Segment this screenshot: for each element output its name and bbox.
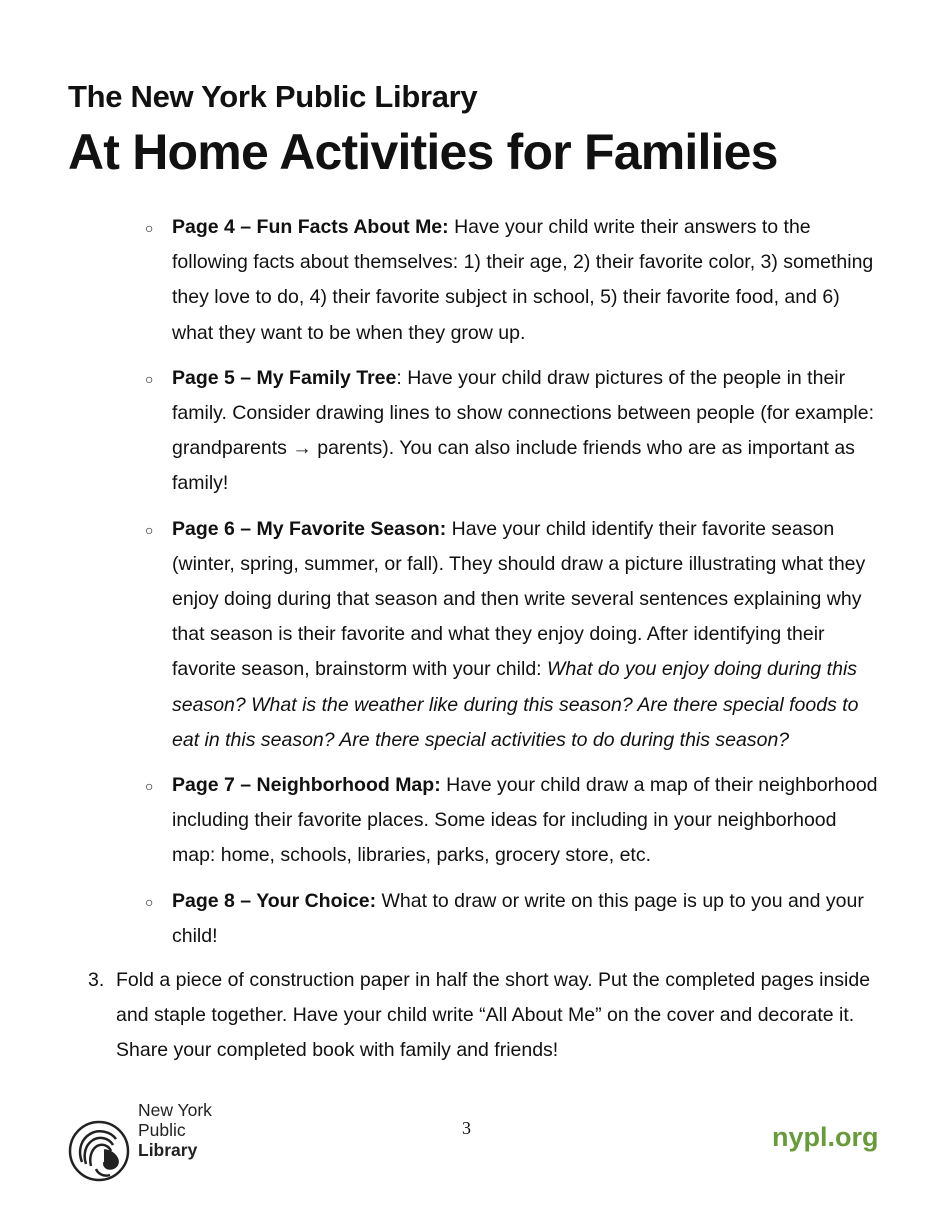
- list-item: [145, 210, 885, 351]
- list-item: [145, 884, 885, 954]
- list-item: [145, 361, 885, 502]
- bullet-icon: ○: [145, 778, 154, 795]
- item-text: Have your child write their answers to the following facts about themselves: 1) their age, 2) their favorite color, 3) something they love to do, 4) their favorite subject in school, 5) their favorite food, and 6) what they want to be when they grow up.: [172, 216, 874, 344]
- bullet-icon: ○: [145, 370, 154, 387]
- page-number: 3: [462, 1118, 471, 1138]
- item-text-continued: parents). You can also include friends who are as important as family!: [172, 437, 855, 495]
- bullet-icon: ○: [145, 521, 154, 538]
- item-heading: Page 6 – My Favorite Season:: [172, 517, 447, 540]
- activity-list: [145, 210, 885, 964]
- list-item: [145, 512, 885, 758]
- item-heading: Page 8 – Your Choice:: [172, 889, 377, 912]
- logo-line: Library: [138, 1140, 198, 1160]
- logo-line: New York: [138, 1100, 212, 1120]
- brainstorm-questions: What do you enjoy doing during this season? What is the weather like during this season? Are there special foods to eat in this season? Are there special activities to do during this season?: [172, 658, 859, 751]
- item-text: Have your child identify their favorite season (winter, spring, summer, or fall). They should draw a picture illustrating what they enjoy doing during that season and then write several sentences explaining why that season is their favorite and what they enjoy doing. After identifying their favorite season, brainstorm with your child:: [172, 517, 866, 681]
- bullet-icon: ○: [145, 220, 154, 236]
- item-heading: Page 4 – Fun Facts About Me:: [172, 216, 449, 238]
- bullet-icon: ○: [145, 893, 154, 910]
- logo-line: Public: [138, 1120, 186, 1140]
- item-heading: Page 5 – My Family Tree: [172, 366, 397, 389]
- item-heading: Page 7 – Neighborhood Map:: [172, 774, 441, 797]
- right-arrow-icon: →: [292, 437, 312, 460]
- item-text: : Have your child draw pictures of the people in their family. Consider drawing lines to show connections between people (for example: grandparents: [172, 366, 875, 460]
- nypl-logo: [68, 1100, 228, 1186]
- item-text: What to draw or write on this page is up to you and your child!: [172, 889, 864, 947]
- logo-wordmark: [138, 1100, 212, 1160]
- step-text: Fold a piece of construction paper in half the short way. Put the completed pages inside and staple together. Have your child write “All About Me” on the cover and decorate it. Share your completed book with family and friends!: [116, 969, 871, 1062]
- page-header: [68, 78, 778, 182]
- item-text: Have your child draw a map of their neighborhood including their favorite places. Some ideas for including in your neighborhood map: home, schools, libraries, parks, grocery store, etc.: [172, 774, 878, 867]
- page-title: At Home Activities for Families: [68, 124, 778, 180]
- lion-icon: [68, 1120, 130, 1182]
- org-title: The New York Public Library: [68, 79, 478, 114]
- numbered-step: [88, 963, 878, 1069]
- site-url: nypl.org: [772, 1122, 879, 1152]
- step-number: 3.: [88, 969, 105, 991]
- list-item: [145, 768, 885, 874]
